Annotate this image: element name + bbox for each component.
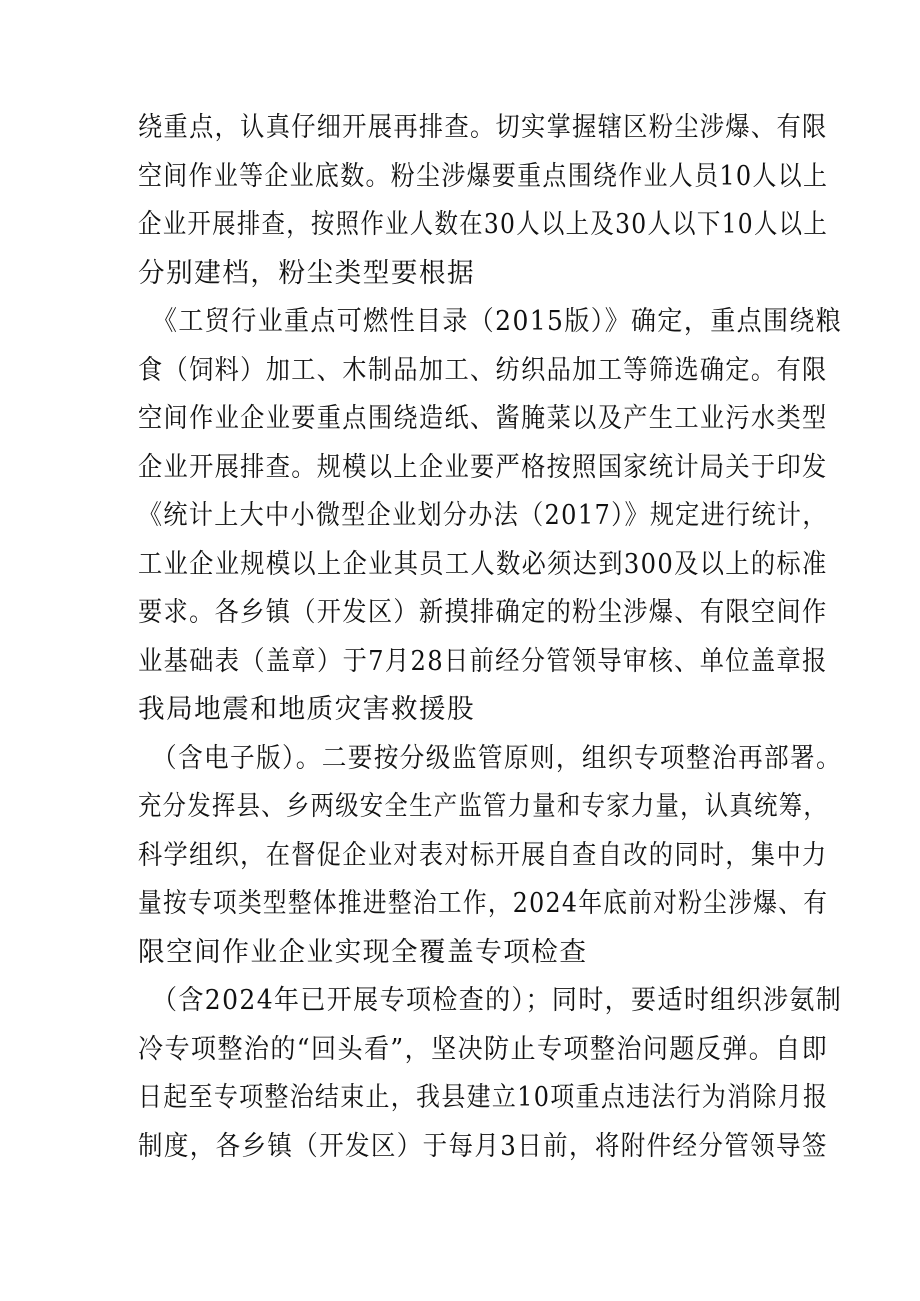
- text-line: 业基础表（盖章）于7月28日前经分管领导审核、单位盖章报: [138, 645, 828, 677]
- text-line: 绕重点，认真仔细开展再排查。切实掌握辖区粉尘涉爆、有限: [138, 112, 828, 143]
- text-line: 冷专项整治的“回头看”，坚决防止专项整治问题反弹。自即: [138, 1033, 829, 1065]
- text-line: 《统计上大中小微型企业划分办法（2017）》规定进行统计，: [138, 500, 828, 531]
- text-line: 食（饲料）加工、木制品加工、纺织品加工等筛选确定。有限: [138, 354, 828, 386]
- text-line: 日起至专项整治结束止，我县建立10项重点违法行为消除月报: [138, 1082, 829, 1113]
- text-line: 空间作业等企业底数。粉尘涉爆要重点围绕作业人员10人以上: [138, 160, 829, 192]
- text-line: 制度，各乡镇（开发区）于每月3日前，将附件经分管领导签: [138, 1130, 828, 1162]
- text-line: 空间作业企业要重点围绕造纸、酱腌菜以及产生工业污水类型: [138, 403, 828, 434]
- text-line: 我局地震和地质灾害救援股: [138, 694, 476, 725]
- text-line: 要求。各乡镇（开发区）新摸排确定的粉尘涉爆、有限空间作: [138, 597, 828, 628]
- text-line: 《工贸行业重点可燃性目录（2015版）》确定，重点围绕粮: [152, 306, 843, 337]
- text-line: 企业开展排查，按照作业人数在30人以上及30人以下10人以上: [138, 209, 829, 240]
- text-line: （含2024年已开展专项检查的）；同时，要适时组织涉氨制: [152, 985, 843, 1016]
- text-line: 充分发挥县、乡两级安全生产监管力量和专家力量，认真统筹，: [138, 791, 828, 822]
- text-line: 工业企业规模以上企业其员工人数必须达到300及以上的标准: [138, 548, 828, 580]
- text-line: 分别建档，粉尘类型要根据: [138, 257, 476, 289]
- text-line: 量按专项类型整体推进整治工作，2024年底前对粉尘涉爆、有: [138, 888, 829, 919]
- text-line: 限空间作业企业实现全覆盖专项检查: [138, 936, 588, 968]
- body-text: [138, 104, 843, 1171]
- text-line: （含电子版）。二要按分级监管原则，组织专项整治再部署。: [152, 742, 842, 774]
- text-line: 企业开展排查。规模以上企业要严格按照国家统计局关于印发: [138, 451, 828, 483]
- text-line: 科学组织，在督促企业对表对标开展自查自改的同时，集中力: [138, 839, 828, 871]
